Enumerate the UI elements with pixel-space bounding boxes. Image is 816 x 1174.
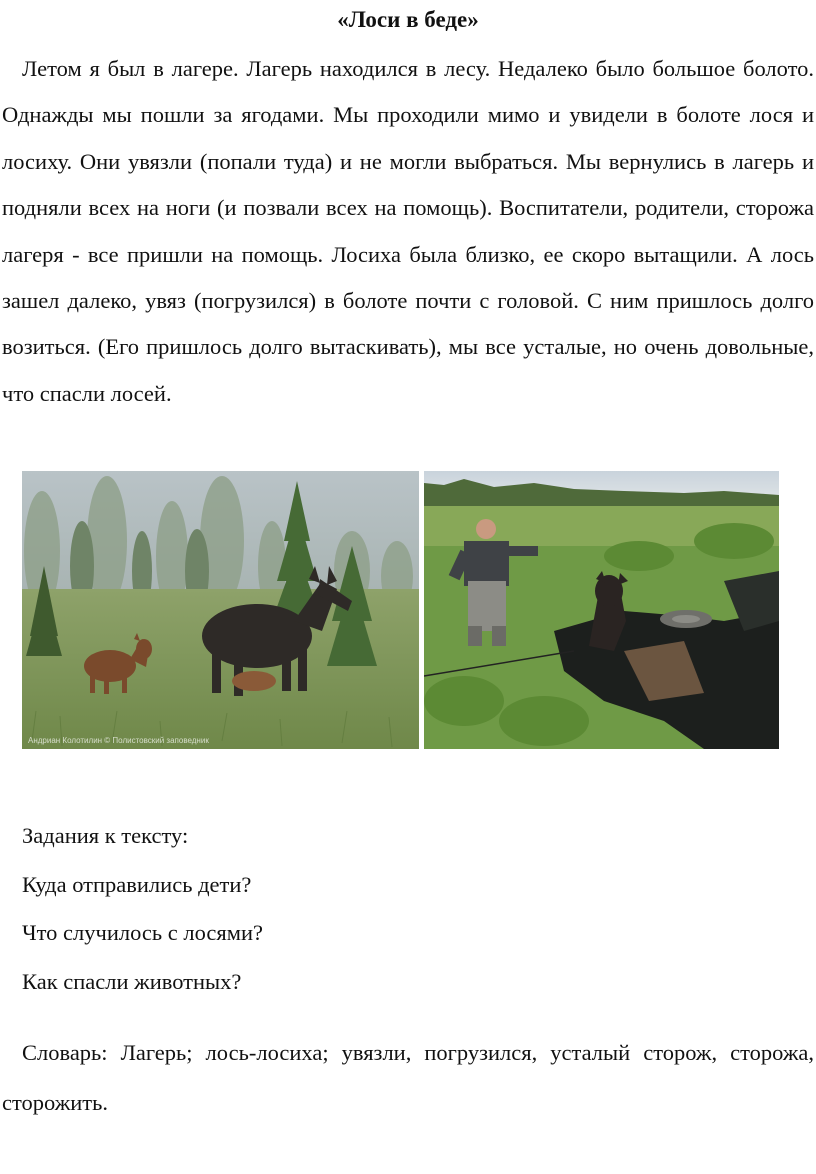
- page-title: «Лоси в беде»: [337, 7, 479, 32]
- moose-rescue-photo: [424, 471, 779, 749]
- photo-caption: Андриан Колотилин © Полистовский заповедник: [28, 736, 209, 745]
- question-item: Куда отправились дети?: [22, 871, 252, 897]
- vocabulary-text: Словарь: Лагерь; лось-лосиха; увязли, погрузился, усталый сторож, сторожа, сторожить.: [2, 1040, 814, 1115]
- tasks-block: [22, 812, 263, 1006]
- tasks-heading: Задания к тексту:: [22, 823, 189, 848]
- moose-meadow-photo: [22, 471, 419, 749]
- question-item: Как спасли животных?: [22, 968, 242, 994]
- story-text: Летом я был в лагере. Лагерь находился в лесу. Недалеко было большое болото. Однажды мы пошли за ягодами. Мы проходили мимо и увидели в болоте лося и лосиху. Они увязли (попали туда) и не могли выбраться. Мы вернулись в лагерь и подняли всех на ноги (и позвали всех на помощь). Воспитатели, родители, сторожа лагеря - все пришли на помощь. Лосиха была близко, ее скоро вытащили. А лось зашел далеко, увяз (погрузился) в болоте почти с головой. С ним пришлось долго возиться. (Его пришлось долго вытаскивать), мы все усталые, но очень довольные, что спасли лосей.: [2, 56, 814, 406]
- question-item: Что случилось с лосями?: [22, 920, 264, 945]
